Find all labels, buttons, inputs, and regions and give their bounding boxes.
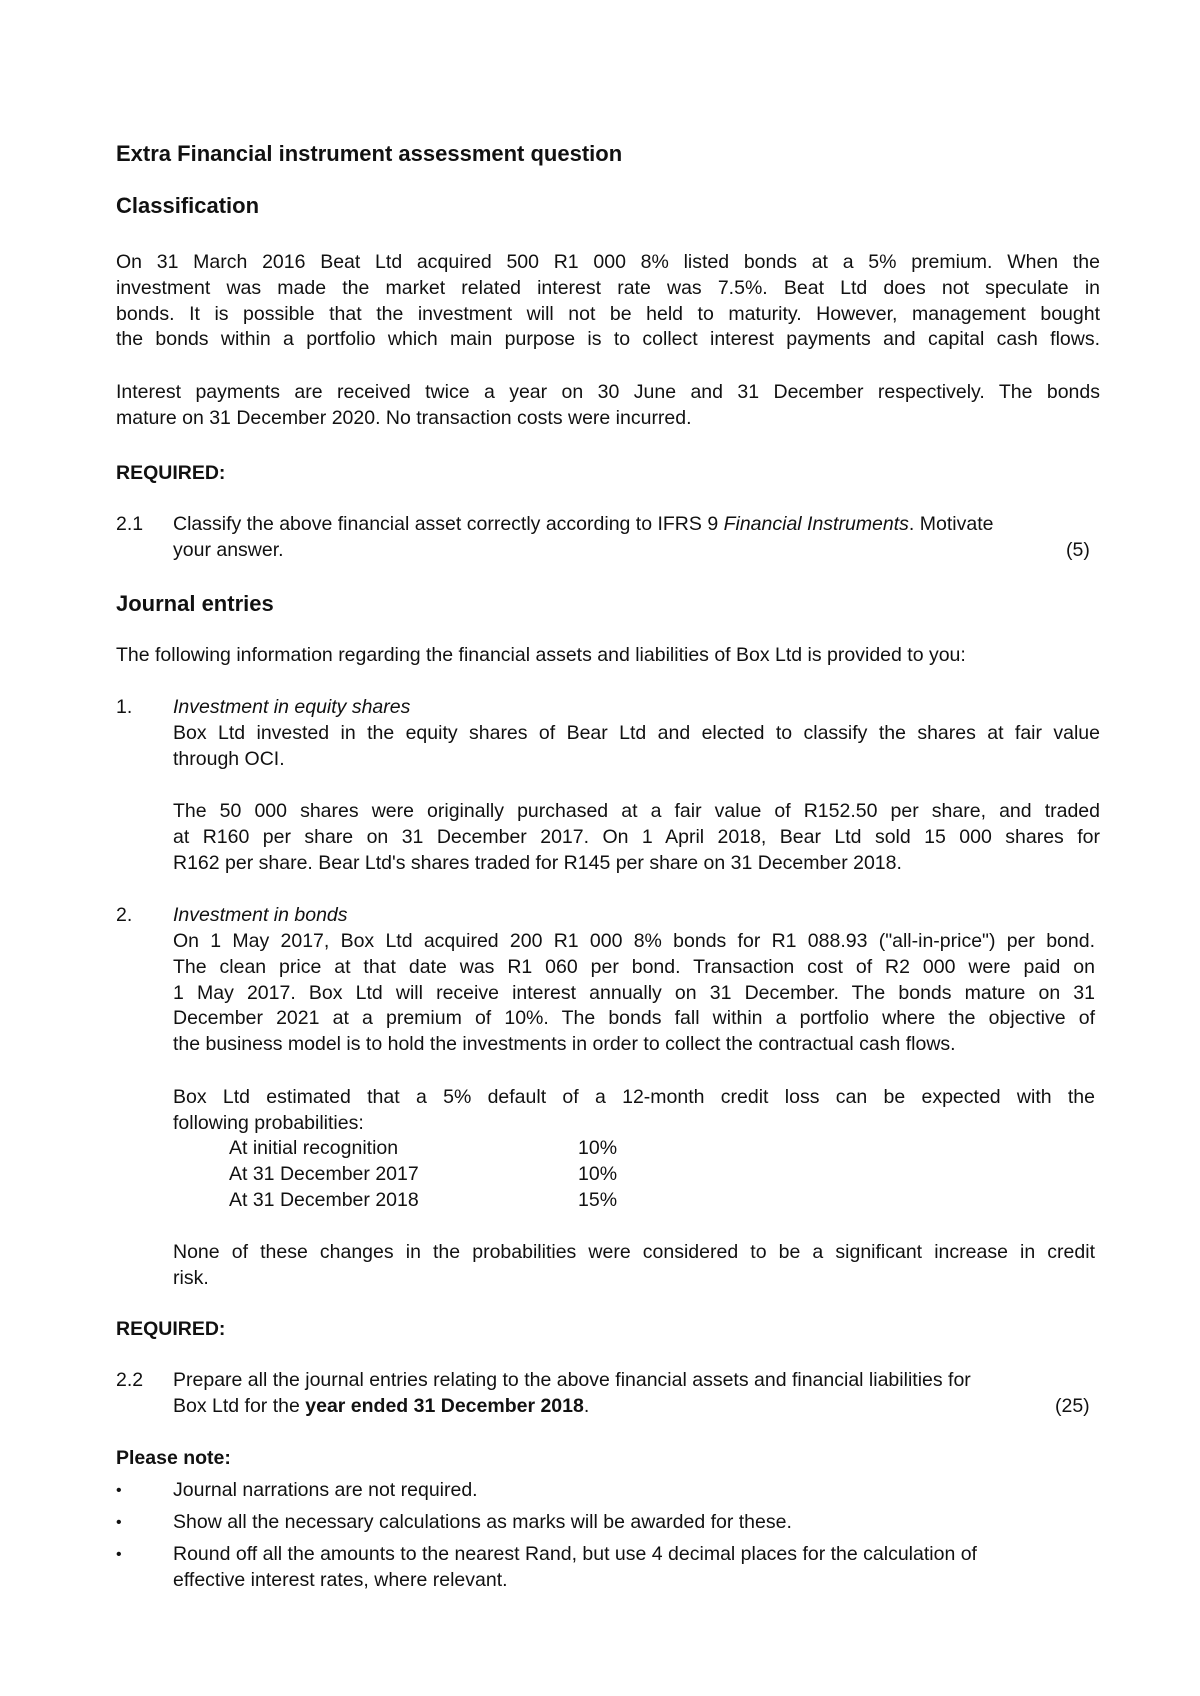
item-1-title: Investment in equity shares [173,696,411,718]
question-2-1-line-2: your answer. [173,539,284,561]
journal-intro: The following information regarding the financial assets and liabilities of Box Ltd is provided to you: [116,644,966,666]
classification-paragraph-1 [116,250,1100,353]
classification-paragraph-2 [116,380,1100,432]
text-line: at R160 per share on 31 December 2017. On 1 April 2018, Bear Ltd sold 15 000 shares for [173,825,1100,848]
question-2-2-line-2 [173,1394,589,1420]
probability-label: At 31 December 2017 [229,1163,419,1185]
required-label-2: REQUIRED: [116,1318,226,1340]
item-2-paragraph-3 [173,1240,1095,1292]
text-line: R162 per share. Bear Ltd's shares traded for R145 per share on 31 December 2018. [173,851,902,874]
probability-value: 15% [578,1189,618,1211]
item-2-title: Investment in bonds [173,904,348,926]
classification-heading: Classification [116,193,260,218]
journal-entries-heading: Journal entries [116,591,274,616]
note-item: Show all the necessary calculations as marks will be awarded for these. [173,1511,792,1533]
text-line: December 2021 at a premium of 10%. The bonds fall within a portfolio where the objective of [173,1007,1095,1030]
text-line: On 31 March 2016 Beat Ltd acquired 500 R1 000 8% listed bonds at a 5% premium. When the [116,251,1100,273]
text-line: the business model is to hold the investments in order to collect the contractual cash flows. [173,1033,956,1056]
probability-value: 10% [578,1137,618,1159]
text-line: bonds. It is possible that the investment will not be held to maturity. However, management bought [116,302,1100,325]
text-line: through OCI. [173,747,285,770]
text-segment: Classify the above financial asset correctly according to IFRS 9 [173,513,724,535]
item-1-paragraph-2 [173,799,1100,876]
italic-term: Financial Instruments [723,513,909,535]
note-item: Journal narrations are not required. [173,1479,478,1501]
required-label-1: REQUIRED: [116,462,226,484]
bullet-icon: • [116,1482,122,1499]
note-item: Round off all the amounts to the nearest Rand, but use 4 decimal places for the calculation of [173,1543,977,1565]
text-segment: . Motivate [908,513,994,535]
text-line: mature on 31 December 2020. No transaction costs were incurred. [116,406,692,429]
text-line: investment was made the market related interest rate was 7.5%. Beat Ltd does not speculate in [116,276,1100,299]
text-line: Box Ltd invested in the equity shares of Bear Ltd and elected to classify the shares at fair value [173,722,1100,744]
item-2-number: 2. [116,904,133,926]
item-1-number: 1. [116,696,133,718]
text-line: The clean price at that date was R1 060 per bond. Transaction cost of R2 000 were paid on [173,955,1095,978]
bold-period: year ended 31 December 2018 [305,1395,584,1417]
marks-2-2: (25) [1055,1395,1090,1417]
text-segment: Box Ltd for the [173,1395,306,1417]
question-number-2-1: 2.1 [116,513,144,535]
text-line: Box Ltd estimated that a 5% default of a 12-month credit loss can be expected with the [173,1086,1095,1108]
text-line: Interest payments are received twice a year on 30 June and 31 December respectively. The bonds [116,381,1100,403]
question-2-1-line-1 [173,512,993,538]
text-line: following probabilities: [173,1111,364,1134]
bullet-icon: • [116,1514,122,1531]
text-segment: . [583,1395,590,1417]
bullet-icon: • [116,1546,122,1563]
probability-value: 10% [578,1163,618,1185]
item-2-paragraph-1 [173,929,1095,1058]
text-line: risk. [173,1266,209,1289]
item-2-paragraph-2 [173,1085,1095,1137]
text-line: The 50 000 shares were originally purchased at a fair value of R152.50 per share, and traded [173,800,1100,822]
text-line: None of these changes in the probabilities were considered to be a significant increase in credit [173,1241,1095,1263]
question-number-2-2: 2.2 [116,1369,144,1391]
text-line: the bonds within a portfolio which main purpose is to collect interest payments and capital cash flows. [116,328,1100,351]
note-item-continuation: effective interest rates, where relevant. [173,1569,508,1591]
marks-2-1: (5) [1066,539,1090,561]
text-line: 1 May 2017. Box Ltd will receive interest annually on 31 December. The bonds mature on 31 [173,981,1095,1004]
please-note-label: Please note: [116,1447,231,1469]
item-1-paragraph-1 [173,721,1100,773]
probability-label: At 31 December 2018 [229,1189,419,1211]
question-2-2-line-1: Prepare all the journal entries relating to the above financial assets and financial liabilities for [173,1369,971,1391]
probability-label: At initial recognition [229,1137,399,1159]
text-line: On 1 May 2017, Box Ltd acquired 200 R1 000 8% bonds for R1 088.93 ("all-in-price") per bond. [173,930,1095,952]
document-title: Extra Financial instrument assessment question [116,141,623,166]
